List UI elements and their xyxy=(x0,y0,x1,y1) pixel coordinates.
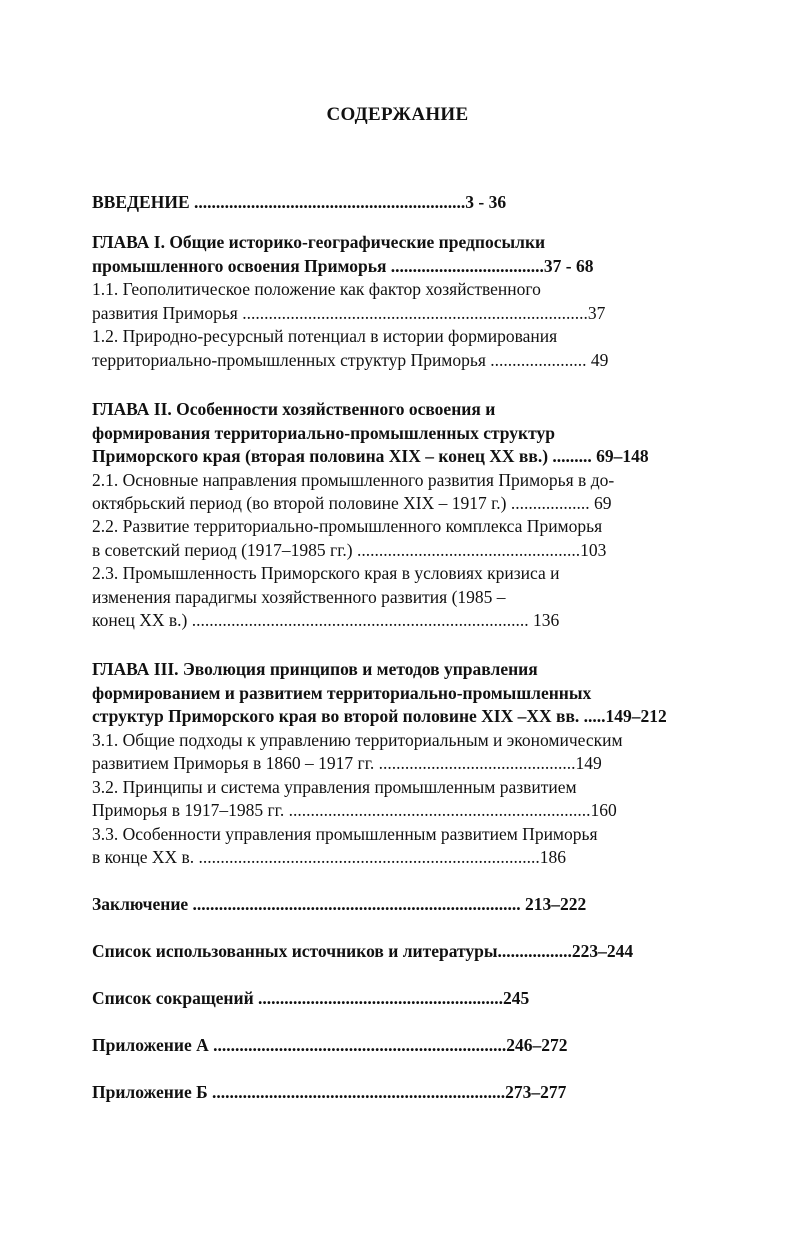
toc-chapter-2-title-cont2: Приморского края (вторая половина XIX – конец XX вв.) ......... 69–148 xyxy=(92,446,649,466)
toc-section-2-2-cont: в советский период (1917–1985 гг.) ...................................................103 xyxy=(92,540,607,560)
toc-section-1-1-cont: развития Приморья ...............................................................................37 xyxy=(92,303,606,323)
toc-entry-conclusion: Заключение ........................................................................... 213–222 xyxy=(92,894,587,914)
toc-section-3-1: 3.1. Общие подходы к управлению территориальным и экономическим xyxy=(92,730,623,750)
toc-section-2-3: 2.3. Промышленность Приморского края в условиях кризиса и xyxy=(92,563,560,583)
toc-section-1-2-cont: территориально-промышленных структур Приморья ...................... 49 xyxy=(92,350,609,370)
toc-section-2-1: 2.1. Основные направления промышленного развития Приморья в до- xyxy=(92,470,615,490)
toc-section-2-1-cont: октябрьский период (во второй половине XIX – 1917 г.) .................. 69 xyxy=(92,493,612,513)
page-title: СОДЕРЖАНИЕ xyxy=(326,104,469,125)
toc-section-1-2: 1.2. Природно-ресурсный потенциал в истории формирования xyxy=(92,326,558,346)
toc-section-2-3-cont2: конец XX в.) ............................................................................. 136 xyxy=(92,610,560,630)
toc-section-3-1-cont: развитием Приморья в 1860 – 1917 гг. .............................................149 xyxy=(92,753,602,773)
toc-chapter-2-title-cont: формирования территориально-промышленных структур xyxy=(92,423,555,443)
toc-section-3-2: 3.2. Принципы и система управления промышленным развитием xyxy=(92,777,577,797)
toc-entry-introduction: ВВЕДЕНИЕ ..............................................................3 - 36 xyxy=(92,192,507,212)
toc-section-2-2: 2.2. Развитие территориально-промышленного комплекса Приморья xyxy=(92,516,603,536)
toc-section-2-3-cont: изменения парадигмы хозяйственного развития (1985 – xyxy=(92,587,506,607)
toc-entry-appendix-b: Приложение Б ...................................................................273–277 xyxy=(92,1082,567,1102)
toc-entry-appendix-a: Приложение А ...................................................................246–272 xyxy=(92,1035,568,1055)
toc-entry-sources: Список использованных источников и литературы.................223–244 xyxy=(92,941,634,961)
toc-section-3-3: 3.3. Особенности управления промышленным развитием Приморья xyxy=(92,824,598,844)
toc-section-3-2-cont: Приморья в 1917–1985 гг. .....................................................................160 xyxy=(92,800,617,820)
toc-section-3-3-cont: в конце XX в. ..............................................................................186 xyxy=(92,847,567,867)
toc-chapter-1-title: ГЛАВА I. Общие историко-географические предпосылки xyxy=(92,232,546,252)
toc-section-1-1: 1.1. Геополитическое положение как фактор хозяйственного xyxy=(92,279,541,299)
toc-chapter-3-title-cont: формированием и развитием территориально-промышленных xyxy=(92,683,592,703)
toc-chapter-3-title: ГЛАВА III. Эволюция принципов и методов управления xyxy=(92,659,538,679)
toc-chapter-3-title-cont2: структур Приморского края во второй половине XIX –XX вв. .....149–212 xyxy=(92,706,667,726)
toc-entry-abbreviations: Список сокращений ........................................................245 xyxy=(92,988,530,1008)
toc-chapter-1-title-cont: промышленного освоения Приморья ...................................37 - 68 xyxy=(92,256,594,276)
toc-chapter-2-title: ГЛАВА II. Особенности хозяйственного освоения и xyxy=(92,399,496,419)
